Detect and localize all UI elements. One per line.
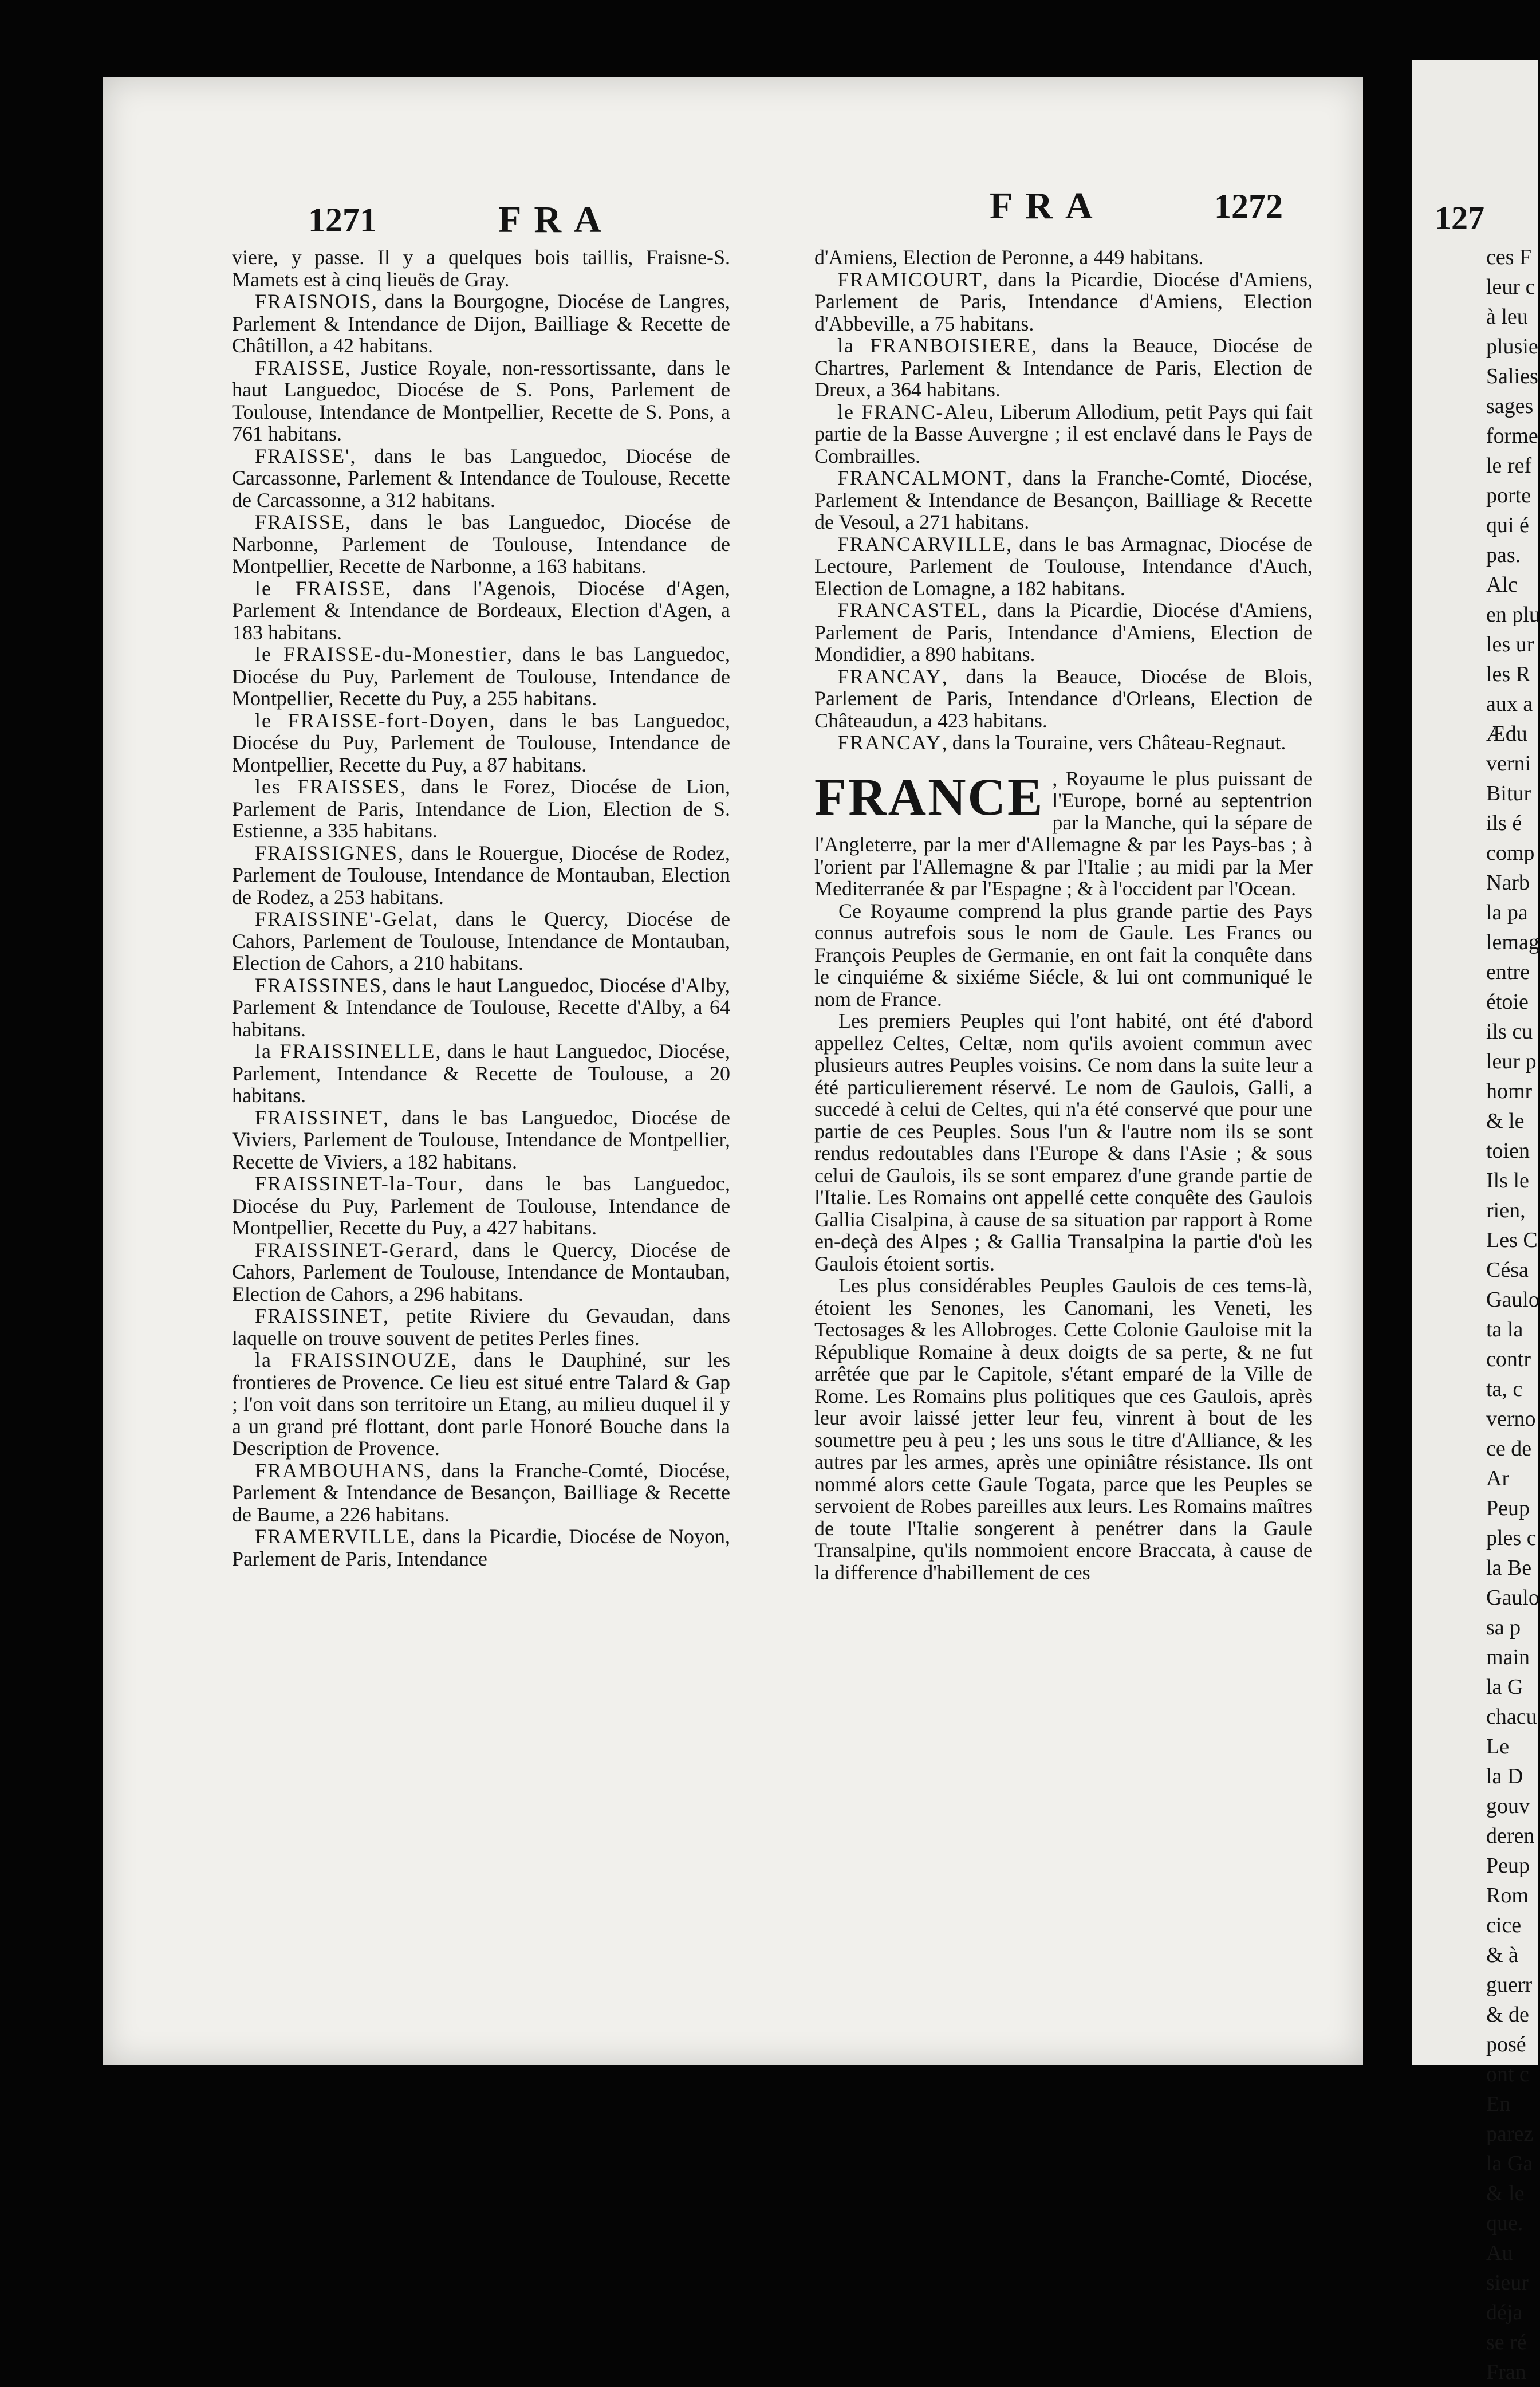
dictionary-entry: [814, 269, 1313, 335]
entry-text: , dans le Forez, Diocése de Lion, Parlement de Paris, Intendance de Lion, Election de S. Estienne, a 335 habitans.: [232, 775, 730, 842]
next-page-line: déja: [1486, 2301, 1523, 2325]
entry-text: , petite Riviere du Gevaudan, dans laquelle on trouve souvent de petites Perles fines.: [232, 1304, 730, 1350]
entry-text: , dans la Picardie, Diocése d'Amiens, Parlement de Paris, Intendance d'Amiens, Election de Mondidier, a 890 habitans.: [814, 599, 1313, 666]
next-page-line: aux a: [1486, 692, 1533, 716]
next-page-line: la D: [1486, 1764, 1523, 1788]
next-page-line: homr: [1486, 1079, 1533, 1103]
dictionary-entry: [814, 732, 1313, 754]
next-page-line: Fran: [1486, 2360, 1526, 2384]
next-page-line: la pa: [1486, 900, 1528, 925]
entry-text: , dans la Picardie, Diocése d'Amiens, Parlement de Paris, Intendance d'Amiens, Election d'Abbeville, a 75 habitans.: [814, 268, 1313, 335]
next-page-line: deren: [1486, 1824, 1535, 1848]
next-page-line: porte: [1486, 483, 1531, 508]
france-paragraph: Les plus considérables Peuples Gaulois de ces tems-là, étoient les Senones, les Canomani, les Veneti, les Tectosages & les Allobroges. Cette Colonie Gauloise mit la République Romaine à deux doigts de sa perte, & ne fut arrêtée que par le Capitole, s'étant emparé de la Ville de Rome. Les Romains plus politiques que ces Gaulois, après leur avoir laissé jetter leur feu, vinrent à bout de les soumettre peu à peu ; les uns sous le titre d'Alliance, & les autres par les armes, après une opiniâtre résistance. Ils ont nommé alors cette Gaule Togata, parce que les Peuples se servoient de Robes pareilles aux leurs. Les Romains maîtres de toute l'Italie songerent à penétrer dans la Gaule Transalpine, qu'ils nommoient encore Braccata, à cause de la difference d'habillement de ces: [814, 1274, 1313, 1584]
dictionary-entry: [232, 357, 730, 445]
next-page-line: guerr: [1486, 1973, 1533, 1997]
entry-text: , dans la Touraine, vers Château-Regnaut.: [942, 731, 1286, 754]
entry-headword: FRAISSE': [255, 444, 350, 467]
entry-headword: la FRANBOISIERE: [837, 334, 1032, 357]
next-page-line: parez: [1486, 2122, 1534, 2146]
dictionary-entry: [232, 511, 730, 577]
entry-text: d'Amiens, Election de Peronne, a 449 habitans.: [814, 246, 1204, 269]
entry-text: , dans la Franche-Comté, Diocése, Parlement & Intendance de Besançon, Bailliage & Recette de Vesoul, a 271 habitans.: [814, 466, 1313, 533]
next-page-line: entre: [1486, 960, 1530, 984]
next-page-line: en plu: [1486, 603, 1540, 627]
entry-headword: FRANCAY: [837, 731, 942, 754]
next-page-line: la G: [1486, 1675, 1523, 1699]
entry-text: , dans le bas Languedoc, Diocése de Narbonne, Parlement de Toulouse, Intendance de Montpellier, Recette de Narbonne, a 163 habitans.: [232, 510, 730, 577]
next-page-text: [1486, 242, 1538, 2387]
next-page-line: que.: [1486, 2211, 1523, 2235]
next-page-line: sa p: [1486, 1615, 1521, 1639]
next-page-line: rien,: [1486, 1198, 1526, 1222]
entry-headword: FRANCAY: [837, 664, 942, 688]
dictionary-entry: [232, 577, 730, 644]
next-page-line: chacu: [1486, 1705, 1537, 1729]
dictionary-entry: [232, 1349, 730, 1460]
next-page-line: main: [1486, 1645, 1530, 1669]
entry-headword: le FRAISSE: [255, 576, 386, 600]
next-page-line: ont c: [1486, 2062, 1529, 2086]
entry-text: , Liberum Allodium, petit Pays qui fait partie de la Basse Auvergne ; il est enclavé dans le Pays de Combrailles.: [814, 400, 1313, 467]
dictionary-entry: [232, 908, 730, 974]
next-page-line: lemag: [1486, 930, 1539, 954]
next-page-line: ce de: [1486, 1437, 1532, 1461]
dictionary-entry: [814, 533, 1313, 600]
next-page-line: qui é: [1486, 513, 1529, 537]
entry-headword: FRANCARVILLE: [837, 532, 1007, 556]
next-page-line: Bitur: [1486, 781, 1531, 805]
left-column: [232, 246, 730, 1570]
dictionary-entry: [232, 1460, 730, 1526]
next-page-number: 127: [1435, 199, 1484, 237]
right-running-head: FRA: [990, 185, 1105, 227]
next-page-line: la Be: [1486, 1556, 1532, 1580]
next-page-line: ils cu: [1486, 1020, 1533, 1044]
next-page-line: Peup: [1486, 1854, 1530, 1878]
entry-text: , dans la Picardie, Diocése de Noyon, Parlement de Paris, Intendance: [232, 1525, 730, 1570]
left-running-head: FRA: [498, 199, 614, 241]
dictionary-entry: [232, 710, 730, 776]
entry-headword: FRAISSE: [255, 356, 346, 379]
entry-headword: FRAISSINET: [255, 1304, 384, 1327]
dictionary-entry: [232, 1173, 730, 1239]
next-page-line: En: [1486, 2092, 1511, 2116]
dictionary-entry: [232, 643, 730, 710]
france-headword: FRANCE: [814, 767, 1045, 826]
entry-text: , dans le bas Languedoc, Diocése du Puy, Parlement de Toulouse, Intendance de Montpellier, Recette du Puy, a 427 habitans.: [232, 1172, 730, 1239]
entry-headword: FRANCALMONT: [837, 466, 1007, 489]
next-page-line: le ref: [1486, 454, 1532, 478]
next-page-line: ta, c: [1486, 1377, 1523, 1401]
next-page-line: & le: [1486, 2181, 1525, 2205]
next-page-line: la Ga: [1486, 2152, 1533, 2176]
next-page-line: Peup: [1486, 1496, 1530, 1520]
next-page-line: comp: [1486, 841, 1535, 865]
entry-headword: FRAISSINET-Gerard: [255, 1238, 454, 1261]
dictionary-entry: [232, 445, 730, 512]
dictionary-entry: [232, 974, 730, 1041]
next-page-line: & à: [1486, 1943, 1518, 1967]
next-page-edge: [1412, 60, 1540, 2384]
entry-text: , dans le Dauphiné, sur les frontieres de Provence. Ce lieu est situé entre Talard & Gap ; l'on voit dans son territoire un Etang, au milieu duquel il y a un grand pré flottant, dont parle Honoré Bouche dans la Description de Provence.: [232, 1348, 730, 1460]
entry-headword: FRAISSE: [255, 510, 346, 533]
next-page-line: Au: [1486, 2241, 1513, 2265]
next-page-line: ta la: [1486, 1318, 1523, 1342]
next-page-line: sieur: [1486, 2271, 1529, 2295]
entry-headword: la FRAISSINELLE: [255, 1040, 436, 1063]
france-article: [814, 768, 1313, 1584]
next-page-line: Ar: [1486, 1466, 1510, 1491]
next-page-line: pas.: [1486, 543, 1521, 567]
next-page-line: cice: [1486, 1913, 1522, 1937]
next-page-line: étoie: [1486, 990, 1529, 1014]
dictionary-entry: [814, 666, 1313, 732]
entry-text: , dans le bas Languedoc, Diocése de Carcassonne, Parlement & Intendance de Toulouse, Recette de Carcassonne, a 312 habitans.: [232, 444, 730, 512]
next-page-line: ils é: [1486, 811, 1522, 835]
entry-text: , dans le bas Languedoc, Diocése du Puy, Parlement de Toulouse, Intendance de Montpellier, Recette du Puy, a 87 habitans.: [232, 709, 730, 776]
next-page-line: à leu: [1486, 305, 1528, 329]
entry-headword: FRAMICOURT: [837, 268, 983, 291]
entry-headword: le FRAISSE-fort-Doyen: [255, 709, 490, 732]
next-page-line: Alc: [1486, 573, 1518, 597]
entry-text: , Justice Royale, non-ressortissante, dans le haut Languedoc, Diocése de S. Pons, Parlement de Toulouse, Intendance de Montpellier, Recette de S. Pons, a 761 habitans.: [232, 356, 730, 445]
dictionary-entry: [232, 1107, 730, 1173]
france-paragraph: Les premiers Peuples qui l'ont habité, ont été d'abord appellez Celtes, Celtæ, nom qu'ils avoient commun avec plusieurs autres Peuples voisins. Ce nom dans la suite leur a été particulierement réservé. Le nom de Gaulois, Galli, a succedé à celui de Celtes, qui n'a été conservé que pour une partie de ces Peuples. Sous l'un & l'autre nom ils se sont rendus redoutables dans l'Europe & dans l'Asie ; & sous celui de Gaulois, ils se sont emparez d'une grande partie de l'Italie. Les Romains ont appellé cette conquête des Gaulois Gallia Cisalpina, à cause de sa situation par rapport à Rome en-deçà des Alpes ; & Gallia Transalpina la partie d'où les Gaulois étoient sortis.: [814, 1009, 1313, 1275]
next-page-line: Le: [1486, 1735, 1510, 1759]
entry-text: , dans le bas Languedoc, Diocése du Puy, Parlement de Toulouse, Intendance de Montpellier, Recette du Puy, a 255 habitans.: [232, 643, 730, 710]
next-page-line: les ur: [1486, 632, 1534, 656]
next-page-line: ples c: [1486, 1526, 1537, 1550]
left-page-number: 1271: [308, 201, 377, 239]
entry-headword: FRAISSINET-la-Tour: [255, 1172, 458, 1195]
next-page-line: Ædu: [1486, 722, 1527, 746]
dictionary-entry: [814, 335, 1313, 401]
entry-headword: le FRAISSE-du-Monestier: [255, 643, 507, 666]
entry-headword: FRAMERVILLE: [255, 1525, 411, 1548]
next-page-line: forme: [1486, 424, 1538, 448]
entry-headword: FRAISSINES: [255, 973, 383, 997]
dictionary-entry: [232, 290, 730, 357]
entry-text: , dans le bas Languedoc, Diocése de Viviers, Parlement de Toulouse, Intendance de Montpellier, Recette de Viviers, a 182 habitans.: [232, 1106, 730, 1173]
next-page-line: gouv: [1486, 1794, 1530, 1818]
entry-headword: FRAISSIGNES: [255, 841, 399, 864]
next-page-line: Salies: [1486, 364, 1538, 388]
next-page-line: Gaulo: [1486, 1288, 1539, 1312]
dictionary-entry: [814, 401, 1313, 467]
right-column-entries: [814, 246, 1313, 754]
next-page-line: les R: [1486, 662, 1531, 686]
entry-text: , dans le Rouergue, Diocése de Rodez, Parlement de Toulouse, Intendance de Montauban, Election de Rodez, a 253 habitans.: [232, 841, 730, 909]
entry-text: , dans le bas Armagnac, Diocése de Lectoure, Parlement de Toulouse, Intendance d'Auch, Election de Lomagne, a 182 habitans.: [814, 532, 1313, 600]
next-page-line: Gaulo: [1486, 1586, 1539, 1610]
entry-text: , dans le Quercy, Diocése de Cahors, Parlement de Toulouse, Intendance de Montauban, Election de Cahors, a 210 habitans.: [232, 907, 730, 974]
next-page-line: toien: [1486, 1139, 1530, 1163]
entry-headword: FRAMBOUHANS: [255, 1458, 426, 1482]
entry-text: , dans la Bourgogne, Diocése de Langres, Parlement & Intendance de Dijon, Bailliage & Recette de Châtillon, a 42 habitans.: [232, 290, 730, 357]
france-paragraph: Ce Royaume comprend la plus grande partie des Pays connus autrefois sous le nom de Gaule. Les Francs ou François Peuples de Germanie, en ont fait la conquête dans le cinquiéme & sixiéme Siécle, & lui ont communiqué le nom de France.: [814, 899, 1313, 1010]
next-page-line: sages: [1486, 394, 1534, 418]
dictionary-entry: [232, 776, 730, 842]
next-page-line: & de: [1486, 2003, 1529, 2027]
dictionary-entry: [232, 842, 730, 909]
right-page-number: 1272: [1214, 187, 1283, 225]
entry-text: , dans la Beauce, Diocése de Blois, Parlement de Paris, Intendance d'Orleans, Election de Châteaudun, a 423 habitans.: [814, 664, 1313, 732]
right-column: [814, 246, 1313, 1583]
entry-text: viere, y passe. Il y a quelques bois taillis, Fraisne-S. Mamets est à cinq lieuës de Gray.: [232, 246, 730, 291]
entry-headword: FRAISSINET: [255, 1106, 384, 1129]
entry-headword: FRAISSINE'-Gelat: [255, 907, 433, 930]
next-page-line: Les C: [1486, 1228, 1538, 1252]
next-page-line: posé: [1486, 2032, 1526, 2056]
dictionary-entry: [814, 467, 1313, 533]
france-intro: , Royaume le plus puissant de l'Europe, borné au septentrion par la Manche, qui la sépare de l'Angleterre, par la mer d'Allemagne & par les Pays-bas ; à l'orient par l'Allemagne & par l'Italie ; au midi par la Mer Mediterranée & par l'Espagne ; & à l'occident par l'Ocean.: [814, 766, 1313, 900]
next-page-line: leur c: [1486, 275, 1535, 299]
entry-text: , dans l'Agenois, Diocése d'Agen, Parlement & Intendance de Bordeaux, Election d'Agen, a 183 habitans.: [232, 576, 730, 644]
entry-text: , dans la Franche-Comté, Diocése, Parlement & Intendance de Besançon, Bailliage & Recette de Baume, a 226 habitans.: [232, 1458, 730, 1526]
next-page-line: Ils le: [1486, 1169, 1529, 1193]
dictionary-entry: [232, 1305, 730, 1349]
next-page-line: contr: [1486, 1347, 1531, 1371]
entry-headword: les FRAISSES: [255, 775, 401, 798]
next-page-line: verno: [1486, 1407, 1536, 1431]
dictionary-entry: [814, 599, 1313, 666]
entry-headword: la FRAISSINOUZE: [255, 1348, 451, 1371]
entry-text: , dans le haut Languedoc, Diocése d'Alby, Parlement & Intendance de Toulouse, Recette d'Alby, a 64 habitans.: [232, 973, 730, 1041]
dictionary-entry: [814, 246, 1313, 269]
entry-text: , dans le Quercy, Diocése de Cahors, Parlement de Toulouse, Intendance de Montauban, Election de Cahors, a 296 habitans.: [232, 1238, 730, 1305]
next-page-line: Rom: [1486, 1883, 1529, 1908]
entry-text: , dans la Beauce, Diocése de Chartres, Parlement & Intendance de Paris, Election de Dreux, a 364 habitans.: [814, 334, 1313, 401]
next-page-line: Narb: [1486, 871, 1530, 895]
entry-headword: FRANCASTEL: [837, 599, 982, 622]
dictionary-entry: [232, 1040, 730, 1107]
entry-headword: le FRANC-Aleu: [837, 400, 989, 423]
entry-text: , dans le haut Languedoc, Diocése, Parlement, Intendance & Recette de Toulouse, a 20 habitans.: [232, 1040, 730, 1107]
dictionary-entry: [232, 246, 730, 290]
dictionary-entry: [232, 1239, 730, 1305]
next-page-line: verni: [1486, 752, 1531, 776]
next-page-line: ces F: [1486, 245, 1532, 269]
next-page-line: Césa: [1486, 1258, 1529, 1282]
next-page-line: leur p: [1486, 1049, 1537, 1073]
next-page-line: plusie: [1486, 335, 1538, 359]
next-page-line: se ré: [1486, 2330, 1527, 2354]
dictionary-entry: [232, 1525, 730, 1570]
next-page-line: & le: [1486, 1109, 1525, 1133]
entry-headword: FRAISNOIS: [255, 290, 372, 313]
